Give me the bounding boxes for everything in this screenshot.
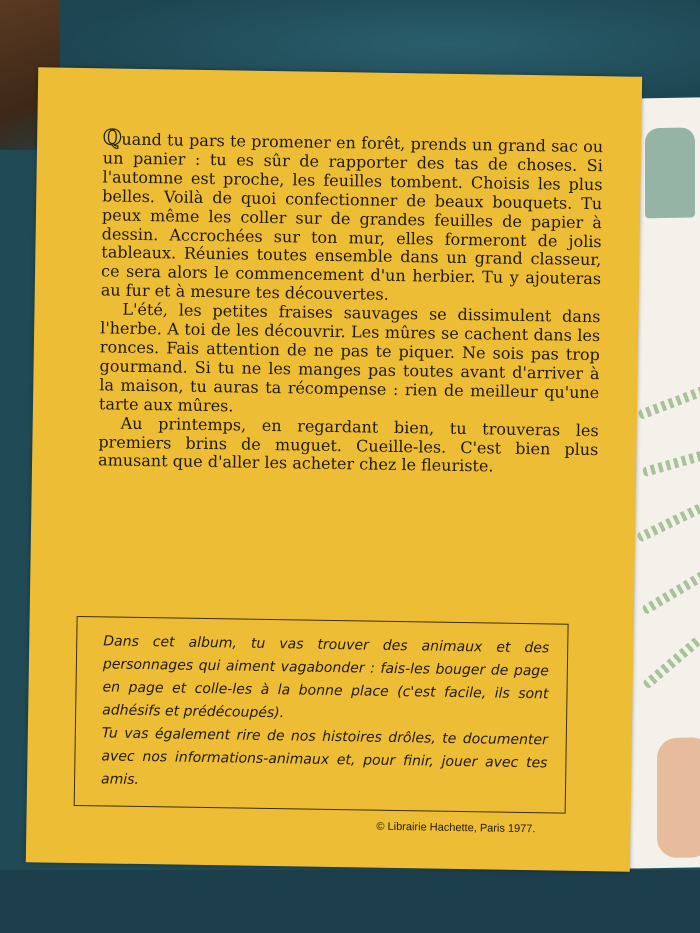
paragraph-3: Au printemps, en regardant bien, tu trouveras les premiers brins de muguet. Cueille-les. C'est bien plus amusant que d'aller les acheter chez le fleuriste.: [97, 413, 599, 476]
book-page: [26, 67, 642, 871]
character-illustration: [645, 127, 695, 218]
blanket-foreground: [0, 870, 700, 933]
paragraph-1: [100, 124, 604, 308]
drop-cap: Q: [103, 124, 122, 150]
paragraph-1-text: uand tu pars te promener en forêt, prends un grand sac ou un panier : tu es sûr de rapporter des tas de choses. Si l'automne est proche, les feuilles tombent. Choisis les plus belles. Voilà de quoi confectionner de beaux bouquets. Tu peux même les coller sur de grandes feuilles de papier à dessin. Accrochées sur ton mur, elles formeront de jolis tableaux. Réunies toutes ensemble dans un grand classeur, ce sera alors le commencement d'un herbier. Tu y ajouteras au fur et à mesure tes découvertes.: [100, 129, 604, 305]
fern-leaf: [642, 448, 700, 477]
paragraph-2: L'été, les petites fraises sauvages se dissimulent dans l'herbe. A toi de les découvrir. Les mûres se cachent dans les ronces. Fais attention de ne pas te piquer. Ne sois pas trop gourmand. Si tu ne les manges pas toutes avant d'arriver à la maison, tu auras ta récompense : rien de meilleur qu'une tarte aux mûres.: [98, 299, 601, 416]
main-text: [97, 124, 604, 478]
info-box-paragraph-1: Dans cet album, tu vas trouver des animaux et des personnages qui aiment vagabonder : fais-les bouger de page en page et colle-les à la bonne place (c'est facile, ils sont adhésifs et prédécoupés).: [102, 633, 550, 722]
copyright-notice: © Librairie Hachette, Paris 1977.: [376, 820, 536, 836]
info-box-paragraph-2: Tu vas également rire de nos histoires drôles, te documenter avec nos informations-animaux et, pour finir, jouer avec tes amis.: [100, 725, 548, 788]
fern-leaf: [641, 570, 700, 615]
info-box: [74, 616, 569, 814]
fern-leaf: [636, 503, 700, 543]
fern-leaf: [637, 386, 700, 420]
animal-illustration: [657, 737, 700, 858]
fern-leaf: [642, 636, 700, 689]
